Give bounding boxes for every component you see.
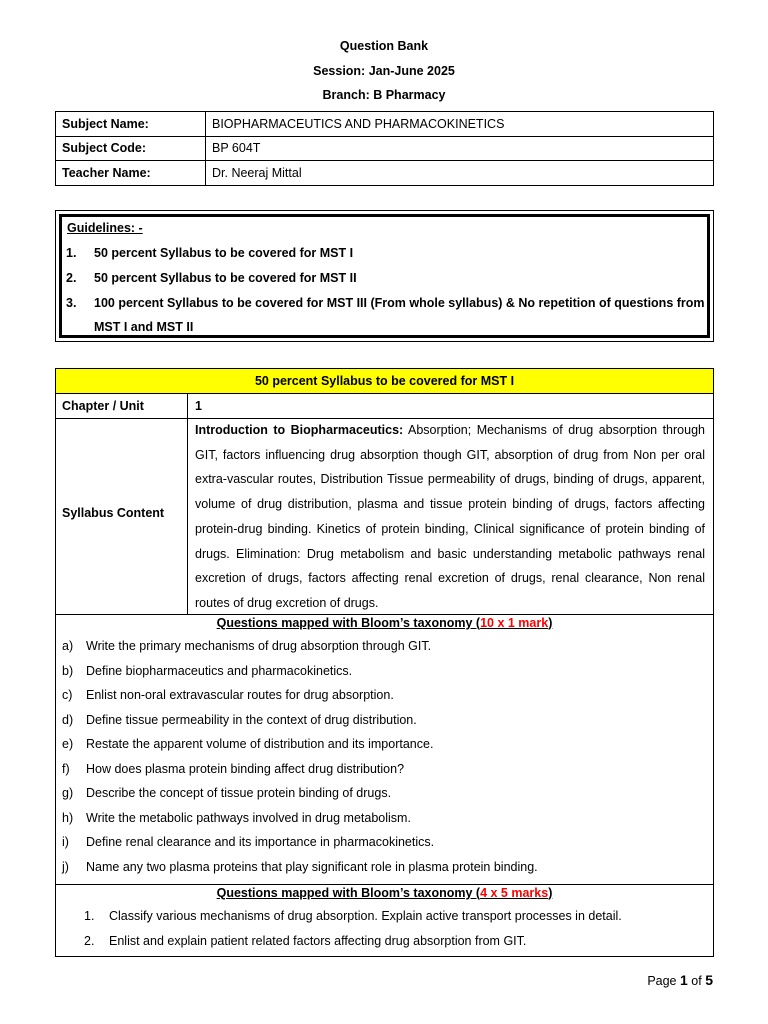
chapter-label: Chapter / Unit <box>62 399 144 413</box>
guidelines-title: Guidelines: - <box>67 221 143 235</box>
info-label: Subject Code: <box>56 136 206 161</box>
chapter-row <box>56 394 713 419</box>
marks-label: 4 x 5 marks <box>480 886 549 900</box>
syllabus-row <box>56 418 713 615</box>
syllabus-label: Syllabus Content <box>62 506 165 520</box>
doc-title: Question Bank <box>339 39 429 53</box>
session-line: Session: Jan-June 2025 <box>313 64 455 78</box>
info-value: BP 604T <box>206 136 714 161</box>
info-label: Teacher Name: <box>56 161 206 186</box>
chapter-value: 1 <box>195 399 202 413</box>
marks-label: 10 x 1 mark <box>480 616 549 630</box>
syllabus-text: Absorption; Mechanisms of drug absorption through GIT, factors influencing drug absorption though GIT, absorption of drug from Non per oral extra-vascular routes, Distribution Tissue permeability of drugs, binding of drugs, apparent, volume of drug distribution, plasma and tissue protein binding of drugs, factors affecting protein-drug binding. Kinetics of protein binding, Clinical significance of protein binding of drugs. Elimination: Drug metabolism and basic understanding metabolic pathways renal excretion of drugs, factors affecting renal excretion of drugs, renal clearance, Non renal routes of drug excretion of drugs. <box>195 423 705 610</box>
guidelines-box: Guidelines: - 1. 50 percent Syllabus to be covered for MST I 2. 50 percent Syllabus to be covered for MST II 3. 100 percent Syllabus to be covered for MST III (From whole syllabus) & No repetition of questions from MST I and MST II <box>55 210 714 342</box>
mst1-table <box>55 368 714 957</box>
page-number: Page 1 of 5 <box>647 972 713 988</box>
info-value: Dr. Neeraj Mittal <box>206 161 714 186</box>
info-row-subject-name <box>56 112 714 137</box>
info-row-subject-code <box>56 136 714 161</box>
bloom-1-mark-section: Questions mapped with Bloom’s taxonomy (10 x 1 mark) a) Write the primary mechanisms of drug absorption through GIT. b) Define biopharmaceutics and pharmacokinetics. c) Enlist non-oral extravascular routes for drug absorption. d) Define tissue permeability in the context of drug distribution. e) Restate the apparent volume of distribution and its importance. f) How does plasma protein binding affect drug distribution? g) Describe the concept of tissue protein binding of drugs. h) Write the metabolic pathways involved in drug metabolism. i) Define renal clearance and its importance in pharmacokinetics. j) Name any two plasma proteins that play significant role in plasma protein binding. <box>56 615 713 885</box>
info-row-teacher-name <box>56 161 714 186</box>
subject-info-table <box>55 111 714 186</box>
bloom-1-title: Questions mapped with Bloom’s taxonomy (10 x 1 mark) <box>216 616 553 630</box>
bloom-5-mark-section: Questions mapped with Bloom’s taxonomy (4 x 5 marks) 1. Classify various mechanisms of drug absorption. Explain active transport processes in detail. 2. Enlist and explain patient related factors affecting drug absorption from GIT. <box>56 885 713 957</box>
info-label: Subject Name: <box>56 112 206 137</box>
syllabus-heading: Introduction to Biopharmaceutics: <box>195 423 404 437</box>
branch-line: Branch: B Pharmacy <box>322 88 446 102</box>
bloom-2-title: Questions mapped with Bloom’s taxonomy (4 x 5 marks) <box>216 886 553 900</box>
syllabus-content <box>195 418 705 616</box>
info-value: BIOPHARMACEUTICS AND PHARMACOKINETICS <box>206 112 714 137</box>
mst1-heading: 50 percent Syllabus to be covered for MST I <box>56 369 713 394</box>
